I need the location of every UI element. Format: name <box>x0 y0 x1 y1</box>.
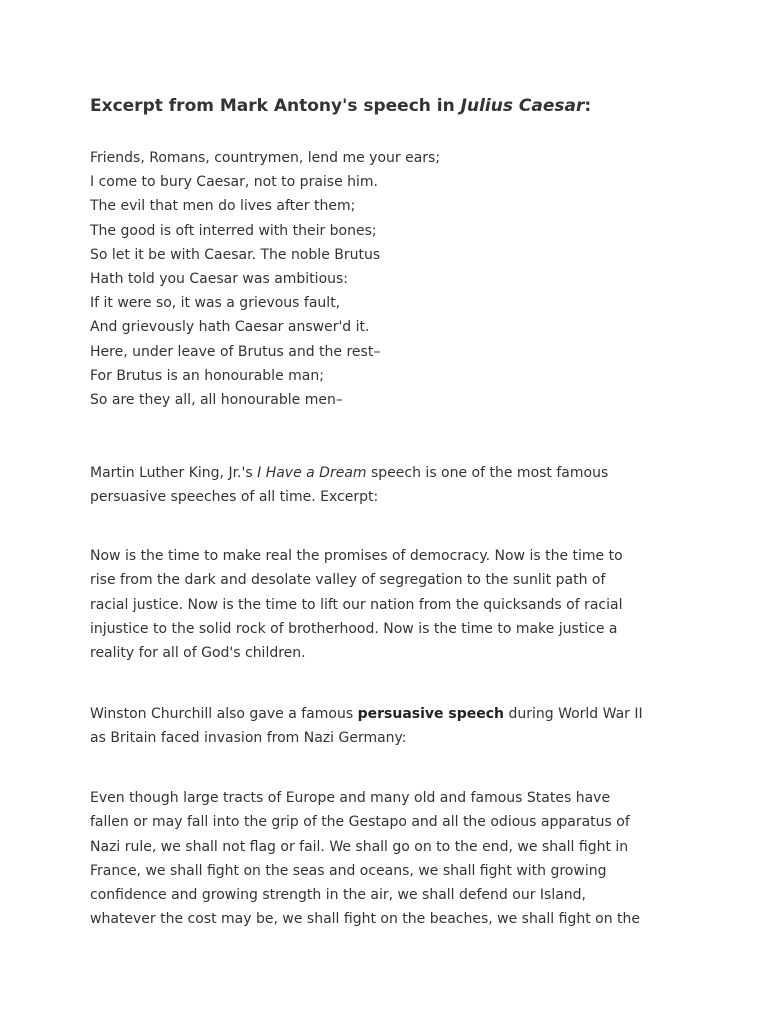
mlk-speech-title: I Have a Dream <box>257 465 367 481</box>
poem-line: And grievously hath Caesar answer'd it. <box>90 319 370 336</box>
churchill-quote-line: France, we shall fight on the seas and oceans, we shall fight with growing <box>90 862 607 879</box>
page-title-prefix: Excerpt from Mark Antony's speech in <box>90 96 461 116</box>
churchill-quote-paragraph <box>90 786 680 932</box>
churchill-quote-line: whatever the cost may be, we shall fight on the beaches, we shall fight on the <box>90 911 641 928</box>
mlk-intro-suffix: speech is one of the most famous <box>366 465 609 481</box>
churchill-intro-line-1 <box>90 702 680 726</box>
churchill-quote-line: confidence and growing strength in the air, we shall defend our Island, <box>90 887 586 904</box>
poem-line: Friends, Romans, countrymen, lend me your ears; <box>90 150 441 166</box>
poem-line: So are they all, all honourable men– <box>90 392 343 409</box>
poem-line: For Brutus is an honourable man; <box>90 367 324 384</box>
page-title <box>90 94 591 118</box>
mlk-quote-paragraph <box>90 544 680 665</box>
persuasive-speech-keyword: persuasive speech <box>357 706 504 722</box>
mlk-quote-line: racial justice. Now is the time to lift our nation from the quicksands of racial <box>90 596 623 613</box>
poem-line: If it were so, it was a grievous fault, <box>90 295 341 312</box>
page-title-suffix: : <box>584 96 592 116</box>
mlk-quote-line: Now is the time to make real the promises of democracy. Now is the time to <box>90 548 623 564</box>
mlk-intro-line-1 <box>90 461 680 485</box>
churchill-intro-suffix: during World War II <box>504 706 643 722</box>
mlk-quote-line: rise from the dark and desolate valley of segregation to the sunlit path of <box>90 572 606 589</box>
poem-line: So let it be with Caesar. The noble Brutus <box>90 246 381 263</box>
churchill-intro-prefix: Winston Churchill also gave a famous <box>90 706 358 722</box>
churchill-quote-line: fallen or may fall into the grip of the Gestapo and all the odious apparatus of <box>90 814 630 831</box>
churchill-intro-paragraph <box>90 702 680 751</box>
poem-line: Hath told you Caesar was ambitious: <box>90 271 349 288</box>
churchill-quote-line: Even though large tracts of Europe and many old and famous States have <box>90 790 611 806</box>
mlk-intro-paragraph <box>90 461 680 510</box>
churchill-quote-line: Nazi rule, we shall not flag or fail. We shall go on to the end, we shall fight in <box>90 838 629 855</box>
mlk-quote-line: injustice to the solid rock of brotherhood. Now is the time to make justice a <box>90 620 618 637</box>
poem-line: I come to bury Caesar, not to praise him. <box>90 174 378 191</box>
mlk-intro-prefix: Martin Luther King, Jr.'s <box>90 465 258 481</box>
churchill-intro-line-2: as Britain faced invasion from Nazi Germany: <box>90 730 407 747</box>
poem-line: The evil that men do lives after them; <box>90 198 356 215</box>
antony-speech-excerpt <box>90 146 440 412</box>
poem-line: Here, under leave of Brutus and the rest– <box>90 343 381 360</box>
poem-line: The good is oft interred with their bones; <box>90 222 377 239</box>
mlk-intro-line-2: persuasive speeches of all time. Excerpt: <box>90 489 379 506</box>
page-title-italic: Julius Caesar <box>460 96 585 116</box>
mlk-quote-line: reality for all of God's children. <box>90 645 306 662</box>
